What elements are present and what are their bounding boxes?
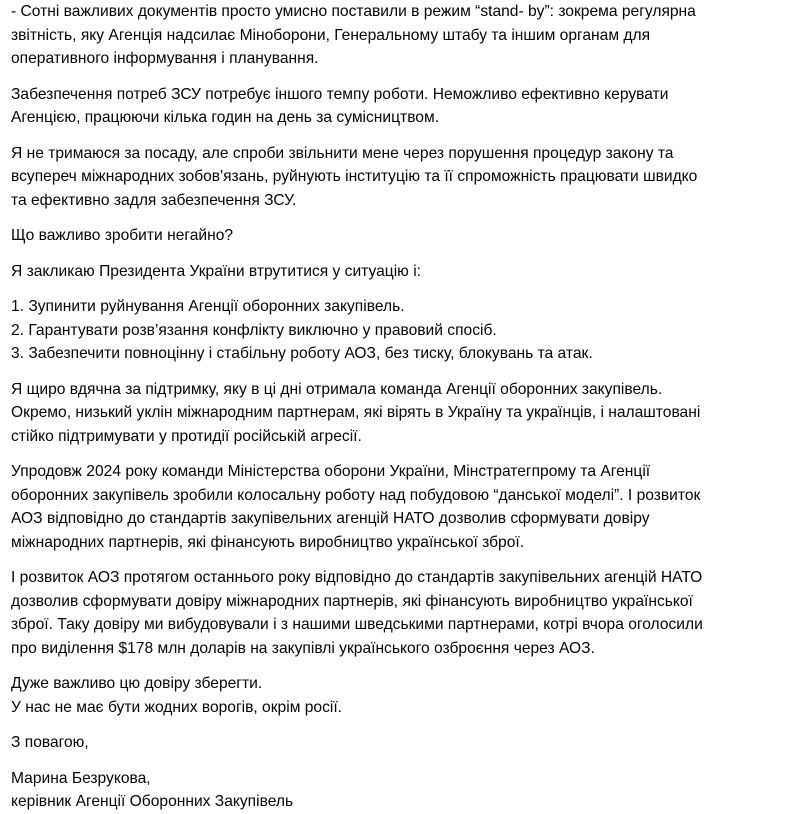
post-text-line: 2. Гарантувати розв’язання конфлікту виключно у правовий спосіб. <box>11 321 497 339</box>
post-paragraph <box>11 83 785 130</box>
post-text-line: оперативного інформування і планування. <box>11 50 319 67</box>
post-paragraph <box>11 378 785 449</box>
post-text-line: Агенцією, працюючи кілька годин на день за сумісництвом. <box>11 109 440 126</box>
post-paragraph <box>11 295 785 366</box>
post-text-line: І розвиток АОЗ протягом останнього року відповідно до стандартів закупівельних агенцій НАТО <box>11 569 703 586</box>
post-text-line: АОЗ відповідно до стандартів закупівельних агенцій НАТО дозволив сформувати довіру <box>11 510 650 527</box>
post-text-line: Я не тримаюся за посаду, але спроби звільнити мене через порушення процедур закону та <box>11 144 674 162</box>
post-text-line: Дуже важливо цю довіру зберегти. <box>11 675 263 692</box>
post-paragraph <box>11 0 785 71</box>
post-text-line: У нас не має бути жодних ворогів, окрім росії. <box>11 698 343 716</box>
post-text-line: Що важливо зробити негайно? <box>11 227 234 244</box>
post-text-line: зброї. Таку довіру ми вибудовували і з нашими шведськими партнерами, котрі вчора оголосили <box>11 616 703 633</box>
post-paragraph <box>11 142 785 213</box>
post-paragraph <box>11 260 785 284</box>
post-text-line: - Сотні важливих документів просто умисно поставили в режим “stand- by”: зокрема регулярна <box>11 3 696 20</box>
post-text-line: Упродовж 2024 року команди Міністерства оборони України, Мінстратегпрому та Агенції <box>11 463 651 480</box>
post-text-line: Марина Безрукова, <box>11 769 151 787</box>
post-text-line: Я закликаю Президента України втрутитися у ситуацію і: <box>11 262 421 280</box>
post-text-line: міжнародних партнерів, які фінансують виробництво української зброї. <box>11 533 525 551</box>
post-text-line: дозволив сформувати довіру міжнародних партнерів, які фінансують виробництво української <box>11 592 693 610</box>
post-text-line: З повагою, <box>11 734 89 751</box>
post-paragraph <box>11 767 785 814</box>
post-paragraph <box>11 731 785 755</box>
post-text-line: всупереч міжнародних зобов'язань, руйнують інституцію та її спроможність працювати швидко <box>11 168 698 185</box>
post-paragraph <box>11 460 785 554</box>
post-paragraph <box>11 566 785 660</box>
post-text-line: Окремо, низький уклін міжнародним партнерам, які вірять в Україну та українців, і налаштовані <box>11 404 701 421</box>
post-text-line: Я щиро вдячна за підтримку, яку в ці дні отримала команда Агенції оборонних закупівель. <box>11 380 663 398</box>
post-text-line: стійко підтримувати у протидії російській агресії. <box>11 427 362 445</box>
post-text-line: керівник Агенції Оборонних Закупівель <box>11 793 294 810</box>
post-text-line: та ефективно задля забезпечення ЗСУ. <box>11 191 297 209</box>
post-text-line: 3. Забезпечити повноцінну і стабільну роботу АОЗ, без тиску, блокувань та атак. <box>11 345 593 362</box>
post-text-line: 1. Зупинити руйнування Агенції оборонних закупівель. <box>11 298 405 315</box>
post-text-line: Забезпечення потреб ЗСУ потребує іншого темпу роботи. Неможливо ефективно керувати <box>11 85 669 103</box>
post-text-line: оборонних закупівель зробили колосальну роботу над побудовою “данської моделі”. І розвиток <box>11 486 701 504</box>
post-paragraph <box>11 672 785 719</box>
post-text-line: звітність, яку Агенція надсилає Міноборони, Генеральному штабу та іншим органам для <box>11 26 651 44</box>
post-paragraph <box>11 224 785 248</box>
post-text-line: про виділення $178 млн доларів на закупівлі українського озброєння через АОЗ. <box>11 639 595 657</box>
